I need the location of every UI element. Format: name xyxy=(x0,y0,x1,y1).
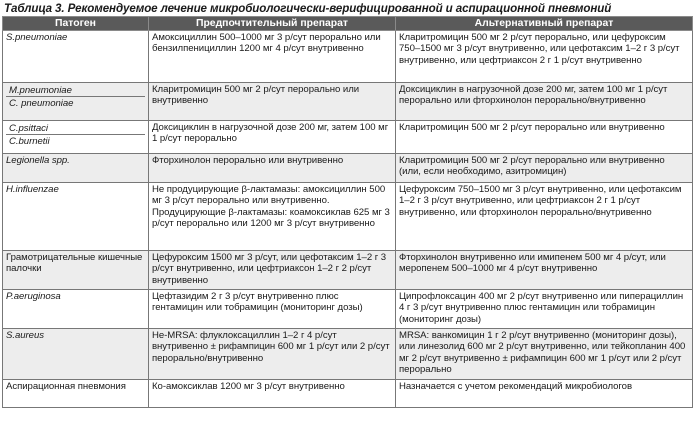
preferred-cell: Кларитромицин 500 мг 2 р/сут перорально или внутривенно xyxy=(149,83,396,121)
pathogen-cell: Legionella spp. xyxy=(3,154,149,183)
preferred-cell: Доксициклин в нагрузочной дозе 200 мг, затем 100 мг 1 р/сут перорально xyxy=(149,121,396,154)
alternative-cell: Кларитромицин 500 мг 2 р/сут перорально, или цефуроксим 750–1500 мг 3 р/сут внутривенно, или цефотаксим 1–2 г 3 р/сут внутривенно, или цефтриаксон 2 г 1 р/сут внутривенно xyxy=(396,31,693,83)
table-caption: Таблица 3. Рекомендуемое лечение микробиологически-верифицированной и аспирационной пневмоний xyxy=(4,2,612,15)
pathogen-name: C. pneumoniae xyxy=(6,96,145,109)
preferred-cell: Фторхинолон перорально или внутривенно xyxy=(149,154,396,183)
table-row xyxy=(3,183,693,251)
pathogen-cell: Аспирационная пневмония xyxy=(3,380,149,408)
pathogen-cell: P.aeruginosa xyxy=(3,290,149,329)
table-row xyxy=(3,83,693,121)
preferred-cell: Ко-амоксиклав 1200 мг 3 р/сут внутривенно xyxy=(149,380,396,408)
pathogen-cell xyxy=(3,121,149,154)
pathogen-cell xyxy=(3,83,149,121)
preferred-cell: Не-MRSA: флуклоксациллин 1–2 г 4 р/сут внутривенно ± рифампицин 600 мг 1 р/сут или 2 р/сут перорально/внутривенно xyxy=(149,329,396,380)
alternative-cell: Ципрофлоксацин 400 мг 2 р/сут внутривенно или пиперациллин 4 г 3 р/сут внутривенно плюс гентамицин или тобрамицин (мониторинг дозы) xyxy=(396,290,693,329)
table-row xyxy=(3,121,693,154)
pathogen-cell: H.influenzae xyxy=(3,183,149,251)
alternative-cell: MRSA: ванкомицин 1 г 2 р/сут внутривенно (мониторинг дозы), или линезолид 600 мг 2 р/сут внутривенно, или тейкопланин 400 мг 2 р/сут внутривенно ± рифампицин 600 мг 1 р/сут или 2 р/сут перорально xyxy=(396,329,693,380)
table-header-row xyxy=(3,17,693,31)
pathogen-cell: Грамотрицательные кишечные палочки xyxy=(3,251,149,290)
table-row xyxy=(3,329,693,380)
pathogen-cell: S.pneumoniae xyxy=(3,31,149,83)
table-row xyxy=(3,251,693,290)
alternative-cell: Фторхинолон внутривенно или имипенем 500 мг 4 р/сут, или меропенем 500–1000 мг 4 р/сут внутривенно xyxy=(396,251,693,290)
table-row xyxy=(3,31,693,83)
treatment-table xyxy=(2,16,693,408)
alternative-cell: Доксициклин в нагрузочной дозе 200 мг, затем 100 мг 1 р/сут перорально или фторхинолон перорально/внутривенно xyxy=(396,83,693,121)
alternative-cell: Цефуроксим 750–1500 мг 3 р/сут внутривенно, или цефотаксим 1–2 г 3 р/сут внутривенно, или цефтриаксон 2 г 1 р/сут внутривенно, или фторхинолон перорально/внутривенно xyxy=(396,183,693,251)
header-pathogen: Патоген xyxy=(3,17,149,31)
pathogen-name: C.burnetii xyxy=(6,134,145,147)
pathogen-name: C.psittaci xyxy=(9,123,48,134)
alternative-cell: Кларитромицин 500 мг 2 р/сут перорально или внутривенно xyxy=(396,121,693,154)
header-preferred: Предпочтительный препарат xyxy=(149,17,396,31)
preferred-cell: Не продуцирующие β-лактамазы: амоксициллин 500 мг 3 р/сут перорально или внутривенно. Продуцирующие β-лактамазы: коамоксиклав 625 мг 3 р/сут перорально или 1200 мг 3 р/сут внутривенно xyxy=(149,183,396,251)
table-row xyxy=(3,380,693,408)
preferred-cell: Амоксициллин 500–1000 мг 3 р/сут перорально или бензилпенициллин 1200 мг 4 р/сут внутривенно xyxy=(149,31,396,83)
alternative-cell: Кларитромицин 500 мг 2 р/сут перорально или внутривенно (или, если необходимо, азитромицин) xyxy=(396,154,693,183)
preferred-cell: Цефуроксим 1500 мг 3 р/сут, или цефотаксим 1–2 г 3 р/сут внутривенно, или цефтриаксон 1–2 г 2 р/сут внутривенно xyxy=(149,251,396,290)
table-row xyxy=(3,290,693,329)
table-row xyxy=(3,154,693,183)
header-alternative: Альтернативный препарат xyxy=(396,17,693,31)
pathogen-name: M.pneumoniae xyxy=(9,85,72,96)
pathogen-cell: S.aureus xyxy=(3,329,149,380)
alternative-cell: Назначается с учетом рекомендаций микробиологов xyxy=(396,380,693,408)
preferred-cell: Цефтазидим 2 г 3 р/сут внутривенно плюс гентамицин или тобрамицин (мониторинг дозы) xyxy=(149,290,396,329)
